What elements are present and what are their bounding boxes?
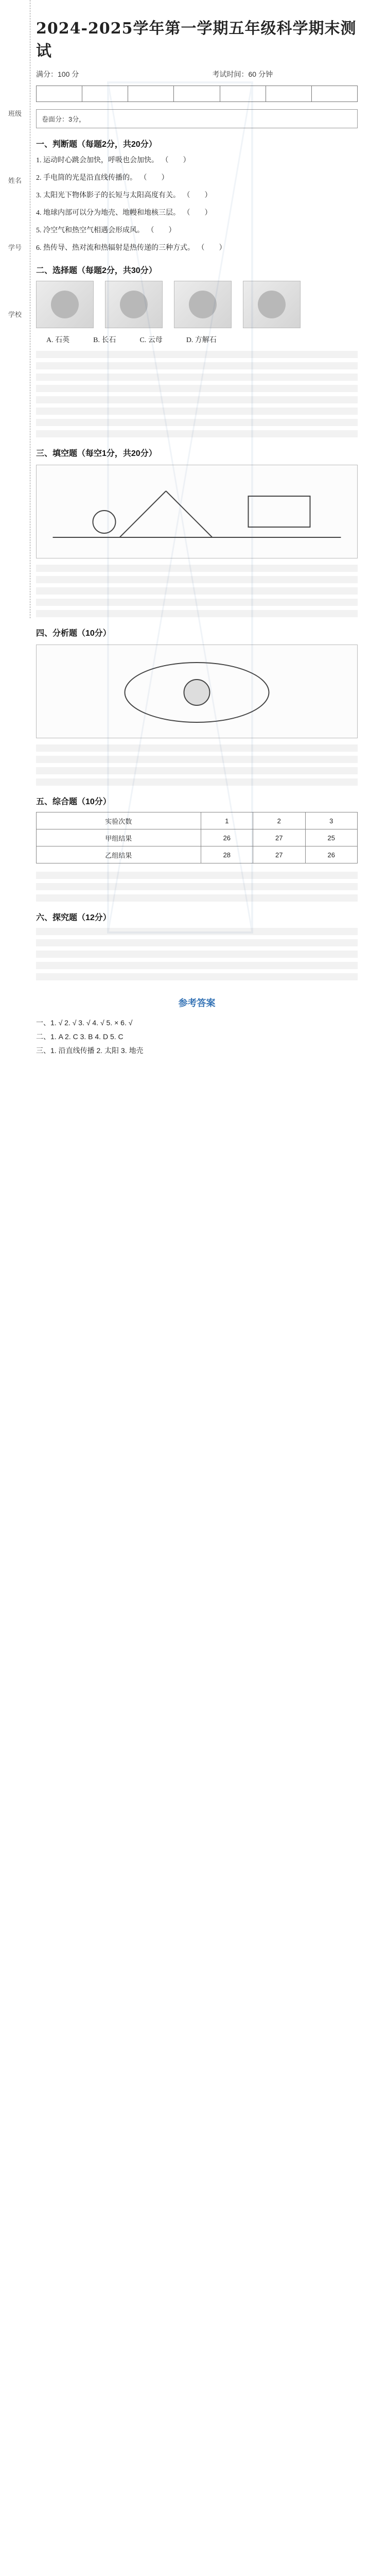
text-line [36, 973, 358, 980]
diagram-svg [37, 645, 357, 738]
side-label-id: 学号 [8, 244, 22, 251]
side-label-school: 学校 [8, 311, 22, 318]
score-cell [174, 86, 220, 102]
answer-parentheses: （ ） [183, 192, 212, 199]
option-b: B. 长石 [93, 336, 116, 344]
figure-image [174, 281, 232, 328]
exam-info-left: 满分：100 分 [36, 70, 79, 78]
diagram-box [36, 645, 358, 738]
table-cell: 1 [201, 812, 253, 829]
section-title-1: 一、判断题（每题2分，共20分） [36, 140, 157, 149]
score-cell [311, 86, 357, 102]
question-2: 2. 手电筒的光是沿直线传播的。 （ ） [36, 172, 358, 184]
figure-row [36, 281, 358, 328]
score-cell [220, 86, 266, 102]
question-3: 3. 太阳光下物体影子的长短与太阳高度有关。 （ ） [36, 190, 358, 202]
text-line [36, 883, 358, 890]
text-line [36, 872, 358, 879]
options-row [46, 334, 358, 345]
side-label-class: 班级 [8, 110, 22, 117]
figure-shape [189, 291, 217, 318]
text-line [36, 351, 358, 358]
text-line [36, 744, 358, 752]
question-4: 4. 地球内部可以分为地壳、地幔和地核三层。 （ ） [36, 207, 358, 219]
answer-parentheses: （ ） [139, 174, 169, 182]
answer-line-1: 一、1. √ 2. √ 3. √ 4. √ 5. × 6. √ [36, 1019, 133, 1027]
table-cell: 2 [253, 812, 305, 829]
figure-shape [258, 291, 286, 318]
score-table [36, 86, 358, 102]
text-line [36, 962, 358, 969]
notice-box [36, 109, 358, 128]
table-cell: 甲组结果 [37, 829, 201, 846]
text-line [36, 767, 358, 774]
answer-parentheses: （ ） [147, 227, 176, 234]
option-d: D. 方解石 [186, 336, 217, 344]
table-cell: 26 [201, 829, 253, 846]
table-cell: 25 [305, 829, 357, 846]
text-line [36, 939, 358, 946]
text-line [36, 419, 358, 426]
text-line [36, 756, 358, 763]
score-cell [266, 86, 311, 102]
text-line [36, 599, 358, 606]
diagram-box [36, 465, 358, 558]
section-title-4: 四、分析题（10分） [36, 629, 111, 638]
score-cell [82, 86, 128, 102]
data-table [36, 812, 358, 863]
score-cell [37, 86, 82, 102]
text-line [36, 576, 358, 583]
figure-image [105, 281, 163, 328]
table-row [37, 829, 358, 846]
table-cell: 乙组结果 [37, 846, 201, 863]
text-line [36, 396, 358, 403]
table-cell: 实验次数 [37, 812, 201, 829]
table-row [37, 812, 358, 829]
section-title-2: 二、选择题（每题2分，共30分） [36, 266, 157, 275]
section-title-6: 六、探究题（12分） [36, 913, 111, 922]
text-line [36, 362, 358, 369]
text-line [36, 385, 358, 392]
score-table-row [37, 86, 358, 102]
option-c: C. 云母 [139, 336, 163, 344]
figure-shape [51, 291, 79, 318]
table-row [37, 846, 358, 863]
answer-line-2: 二、1. A 2. C 3. B 4. D 5. C [36, 1032, 124, 1041]
table-cell: 26 [305, 846, 357, 863]
text-line [36, 610, 358, 617]
exam-info [36, 69, 358, 79]
side-label-name: 姓名 [8, 177, 22, 184]
answer-parentheses: （ ） [197, 244, 226, 252]
text-line [36, 587, 358, 595]
text-line [36, 778, 358, 786]
text-line [36, 430, 358, 437]
page-title: 2024-2025学年第一学期五年级科学期末测试 [36, 20, 357, 60]
exam-info-right: 考试时间：60 分钟 [212, 70, 273, 78]
figure-image [243, 281, 301, 328]
text-line [36, 374, 358, 381]
table-cell: 27 [253, 846, 305, 863]
text-line [36, 565, 358, 572]
diagram-svg [37, 465, 357, 558]
answer-line-3: 三、1. 沿直线传播 2. 太阳 3. 地壳 [36, 1046, 144, 1055]
figure-shape [120, 291, 148, 318]
answer-parentheses: （ ） [183, 209, 212, 217]
figure-image [36, 281, 94, 328]
text-line [36, 408, 358, 415]
table-cell: 27 [253, 829, 305, 846]
table-cell: 3 [305, 812, 357, 829]
section-title-3: 三、填空题（每空1分，共20分） [36, 449, 157, 458]
left-binding-strip [0, 0, 30, 618]
text-line [36, 894, 358, 902]
table-cell: 28 [201, 846, 253, 863]
score-cell [128, 86, 174, 102]
text-line [36, 928, 358, 935]
question-6: 6. 热传导、热对流和热辐射是热传递的三种方式。 （ ） [36, 242, 358, 255]
answer-title: 参考答案 [178, 998, 216, 1008]
option-a: A. 石英 [46, 336, 70, 344]
question-1: 1. 运动时心跳会加快，呼吸也会加快。 （ ） [36, 155, 358, 167]
notice-text: 卷面分：3分， [42, 115, 86, 123]
question-5: 5. 冷空气和热空气相遇会形成风。 （ ） [36, 225, 358, 237]
section-title-5: 五、综合题（10分） [36, 798, 111, 806]
text-line [36, 951, 358, 958]
answer-parentheses: （ ） [161, 157, 190, 164]
